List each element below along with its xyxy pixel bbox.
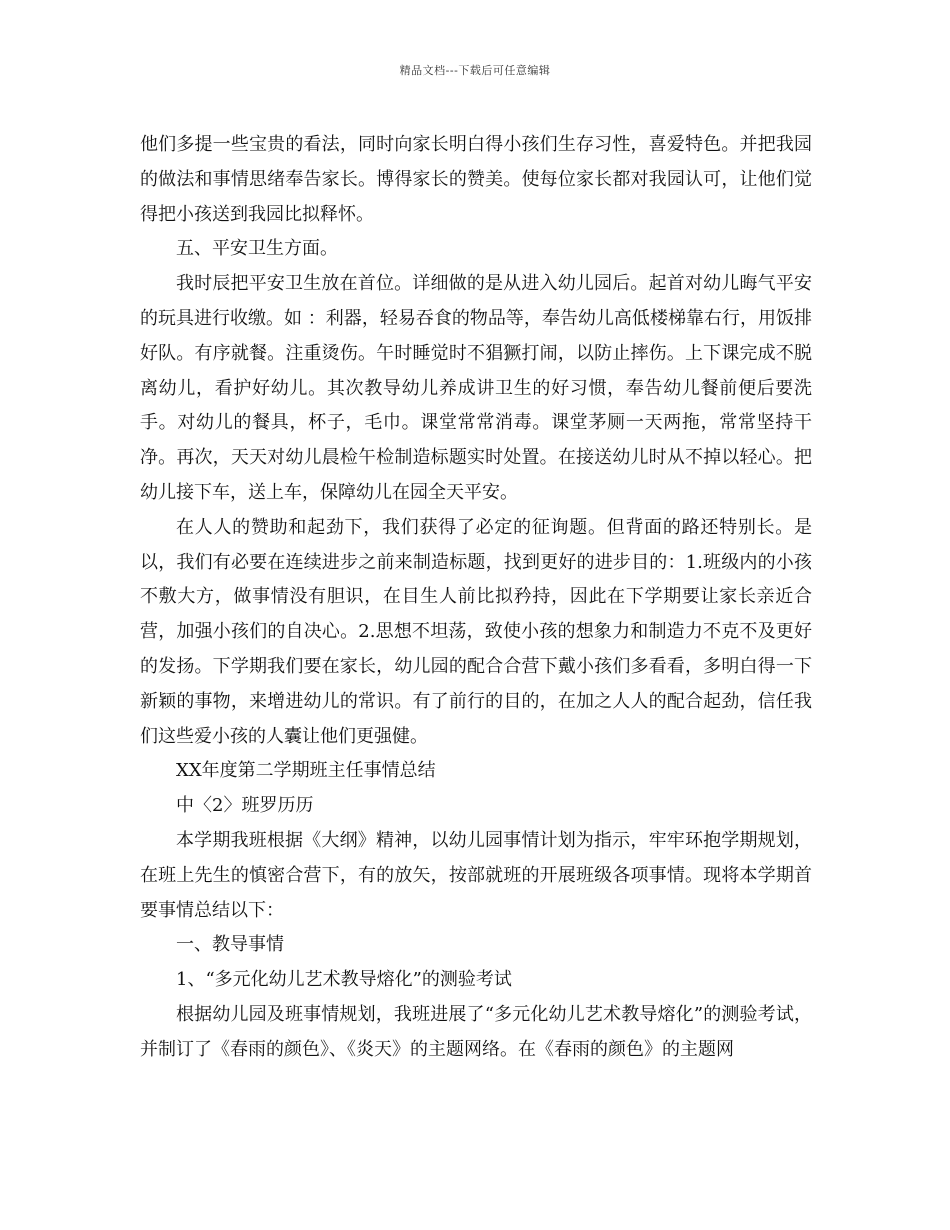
page-header: 精品文档---下载后可任意编辑 (399, 64, 551, 77)
section-heading-safety: 五、平安卫生方面。 (176, 238, 338, 260)
document-title: XX年度第二学期班主任事情总结 (176, 760, 436, 782)
paragraph-safety: 我时辰把平安卫生放在首位。详细做的是从进入幼儿园后。起首对幼儿晦气平安的玩具进行收缴。如 ：利器，轻易吞食的物品等，奉告幼儿高低楼梯靠右行，用饭排好队。有序就餐。注重烫伤。午时睡觉时不猖獗打闹，以防止摔伤。上下课完成不脱离幼儿，看护好幼儿。其次教导幼儿养成讲卫生的好习惯，奉告幼儿餐前便后要洗手。对幼儿的餐具，杯子，毛巾。课堂常常消毒。课堂茅厕一天两拖，常常坚持干净。再次，天天对幼儿晨检午检制造标题实时处置。在接送幼儿时从不掉以轻心。把幼儿接下车，送上车，保障幼儿在园全天平安。 (140, 273, 812, 503)
paragraph-art: 根据幼儿园及班事情规划，我班进展了“多元化幼儿艺术教导熔化”的测验考试，并制订了《春雨的颜色》、《炎天》的主题网络。在《春雨的颜色》的主题网 (140, 1003, 812, 1060)
document-body (140, 128, 812, 1068)
subsection-heading-art: 1、“多元化幼儿艺术教导熔化”的测验考试 (176, 969, 512, 991)
document-author: 中〈2〉班罗历历 (176, 795, 314, 817)
paragraph-1: 他们多提一些宝贵的看法，同时向家长明白得小孩们生存习性，喜爱特色。并把我园的做法和事情思绪奉告家长。博得家长的赞美。使每位家长都对我园认可，让他们觉得把小孩送到我园比拟释怀。 (140, 134, 812, 225)
section-heading-education: 一、教导事情 (176, 934, 284, 956)
paragraph-goals: 在人人的赞助和起劲下，我们获得了必定的征询题。但背面的路还特别长。是以，我们有必要在连续进步之前来制造标题，找到更好的进步目的：1.班级内的小孩不敷大方，做事情没有胆识，在目生人前比拟矜持，因此在下学期要让家长亲近合营，加强小孩们的自决心。2.思想不坦荡，致使小孩的想象力和制造力不克不及更好的发扬。下学期我们要在家长，幼儿园的配合合营下戴小孩们多看看，多明白得一下新颖的事物，来增进幼儿的常识。有了前行的目的，在加之人人的配合起劲，信任我们这些爱小孩的人囊让他们更强健。 (140, 516, 812, 747)
paragraph-intro: 本学期我班根据《大纲》精神，以幼儿园事情计划为指示，牢牢环抱学期规划，在班上先生的慎密合营下，有的放矢，按部就班的开展班级各项事情。现将本学期首要事情总结以下： (140, 829, 812, 921)
